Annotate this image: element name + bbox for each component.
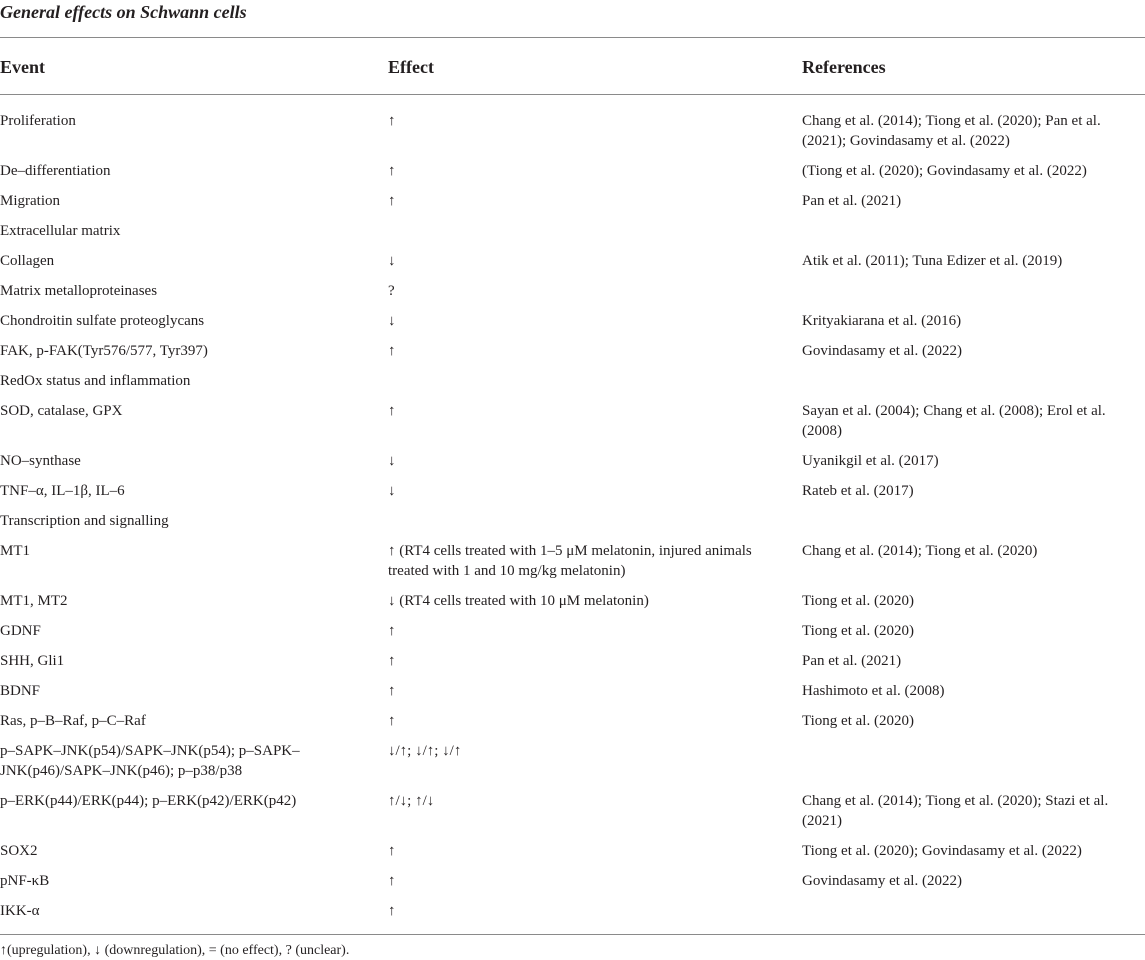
event-cell: p–SAPK–JNK(p54)/SAPK–JNK(p54); p–SAPK–JNK(p46)/SAPK–JNK(p46); p–p38/p38 — [0, 743, 300, 779]
table-row — [0, 871, 1145, 901]
event-cell: TNF–α, IL–1β, IL–6 — [0, 483, 125, 499]
header-references: References — [802, 57, 886, 77]
table-footnote: ↑(upregulation), ↓ (downregulation), = (no effect), ? (unclear). — [0, 943, 350, 958]
effect-cell: ↑ — [388, 403, 396, 419]
references-cell: Tiong et al. (2020) — [802, 623, 914, 639]
table-row — [0, 651, 1145, 681]
references-cell: Pan et al. (2021) — [802, 653, 902, 669]
table-row — [0, 791, 1145, 841]
event-cell: MT1, MT2 — [0, 593, 68, 609]
table-row — [0, 221, 1145, 251]
references-cell: Sayan et al. (2004); Chang et al. (2008); Erol et al. (2008) — [802, 403, 1106, 439]
table-row — [0, 451, 1145, 481]
references-cell — [802, 741, 1145, 791]
references-cell — [802, 511, 1145, 541]
table-row — [0, 591, 1145, 621]
event-cell: Proliferation — [0, 113, 76, 129]
references-cell: Govindasamy et al. (2022) — [802, 873, 962, 889]
effect-cell: ↑ — [388, 163, 396, 179]
bottom-rule — [0, 934, 1145, 935]
event-cell: SHH, Gli1 — [0, 653, 65, 669]
event-cell: pNF-κB — [0, 873, 50, 889]
table-row — [0, 281, 1145, 311]
table-row — [0, 621, 1145, 651]
effect-cell: ↓/↑; ↓/↑; ↓/↑ — [388, 743, 462, 759]
event-cell: Transcription and signalling — [0, 513, 169, 529]
event-cell: Ras, p–B–Raf, p–C–Raf — [0, 713, 146, 729]
event-cell: Extracellular matrix — [0, 223, 121, 239]
references-cell: Atik et al. (2011); Tuna Edizer et al. (2019) — [802, 253, 1063, 269]
effect-cell: ↑ — [388, 873, 396, 889]
event-cell: De–differentiation — [0, 163, 111, 179]
effect-cell: ↑ — [388, 623, 396, 639]
effect-cell: ↓ (RT4 cells treated with 10 μM melatonin) — [388, 593, 649, 609]
references-cell — [802, 901, 1145, 931]
event-cell: SOX2 — [0, 843, 38, 859]
references-cell: Krityakiarana et al. (2016) — [802, 313, 962, 329]
table-row — [0, 711, 1145, 741]
event-cell: Chondroitin sulfate proteoglycans — [0, 313, 205, 329]
event-cell: GDNF — [0, 623, 41, 639]
references-cell: Chang et al. (2014); Tiong et al. (2020) — [802, 543, 1038, 559]
references-cell: Tiong et al. (2020); Govindasamy et al. (2022) — [802, 843, 1082, 859]
references-cell: Govindasamy et al. (2022) — [802, 343, 962, 359]
references-cell: Chang et al. (2014); Tiong et al. (2020); Pan et al. (2021); Govindasamy et al. (2022) — [802, 113, 1101, 149]
references-cell: Chang et al. (2014); Tiong et al. (2020); Stazi et al. (2021) — [802, 793, 1109, 829]
effect-cell: ? — [388, 283, 395, 299]
table-row — [0, 311, 1145, 341]
effect-cell: ↑ — [388, 713, 396, 729]
event-cell: p–ERK(p44)/ERK(p44); p–ERK(p42)/ERK(p42) — [0, 793, 297, 809]
effect-cell: ↑ — [388, 683, 396, 699]
effect-cell: ↓ — [388, 313, 396, 329]
references-cell: Hashimoto et al. (2008) — [802, 683, 945, 699]
effect-cell: ↑/↓; ↑/↓ — [388, 793, 435, 809]
event-cell: NO–synthase — [0, 453, 81, 469]
event-cell: Collagen — [0, 253, 55, 269]
event-cell: BDNF — [0, 683, 41, 699]
table-row — [0, 251, 1145, 281]
event-cell: Migration — [0, 193, 60, 209]
effect-cell: ↓ — [388, 253, 396, 269]
table-title: General effects on Schwann cells — [0, 2, 247, 22]
event-cell: IKK-α — [0, 903, 40, 919]
event-cell: Matrix metalloproteinases — [0, 283, 158, 299]
effect-cell — [388, 371, 802, 401]
references-cell: Tiong et al. (2020) — [802, 593, 914, 609]
references-cell — [802, 281, 1145, 311]
table-row — [0, 341, 1145, 371]
table-row — [0, 191, 1145, 221]
table-row — [0, 111, 1145, 161]
header-effect: Effect — [388, 57, 434, 77]
table-row — [0, 901, 1145, 931]
data-table — [0, 111, 1145, 931]
effect-cell: ↑ — [388, 843, 396, 859]
table-row — [0, 371, 1145, 401]
event-cell: MT1 — [0, 543, 30, 559]
effect-cell: ↑ — [388, 653, 396, 669]
event-cell: FAK, p-FAK(Tyr576/577, Tyr397) — [0, 343, 208, 359]
event-cell: SOD, catalase, GPX — [0, 403, 123, 419]
references-cell: Pan et al. (2021) — [802, 193, 902, 209]
effect-cell — [388, 221, 802, 251]
effect-cell — [388, 511, 802, 541]
references-cell — [802, 371, 1145, 401]
references-cell: (Tiong et al. (2020); Govindasamy et al. (2022) — [802, 163, 1087, 179]
effect-cell: ↑ — [388, 343, 396, 359]
top-rule — [0, 37, 1145, 38]
table-row — [0, 401, 1145, 451]
references-cell — [802, 221, 1145, 251]
header-event: Event — [0, 57, 45, 77]
effect-cell: ↑ — [388, 113, 396, 129]
effect-cell: ↓ — [388, 483, 396, 499]
header-rule — [0, 94, 1145, 95]
table-row — [0, 481, 1145, 511]
event-cell: RedOx status and inflammation — [0, 373, 191, 389]
effect-cell: ↑ — [388, 903, 396, 919]
table-row — [0, 511, 1145, 541]
effect-cell: ↑ — [388, 193, 396, 209]
table-row — [0, 841, 1145, 871]
references-cell: Uyanikgil et al. (2017) — [802, 453, 939, 469]
table-row — [0, 741, 1145, 791]
effect-cell: ↑ (RT4 cells treated with 1–5 μM melatonin, injured animals treated with 1 and 10 mg/kg melatonin) — [388, 543, 752, 579]
table-row — [0, 681, 1145, 711]
table-row — [0, 541, 1145, 591]
references-cell: Tiong et al. (2020) — [802, 713, 914, 729]
references-cell: Rateb et al. (2017) — [802, 483, 914, 499]
effect-cell: ↓ — [388, 453, 396, 469]
table-row — [0, 161, 1145, 191]
